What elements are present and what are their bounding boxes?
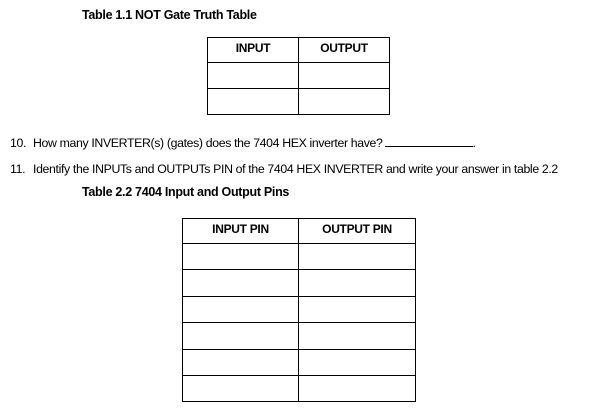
table-cell-input-pin[interactable] xyxy=(183,296,299,322)
table-cell-output-pin[interactable] xyxy=(299,375,416,401)
table-row xyxy=(208,89,390,115)
table-cell-output-pin[interactable] xyxy=(299,244,416,270)
table-cell-input[interactable] xyxy=(208,63,299,89)
question-text: Identify the INPUTs and OUTPUTs PIN of the 7404 HEX INVERTER and write your answer in table 2.2 xyxy=(33,162,558,176)
table-2-caption: Table 2.2 7404 Input and Output Pins xyxy=(82,185,290,199)
table-row xyxy=(208,63,390,89)
question-end-mark: . xyxy=(472,136,476,150)
header-input: INPUT xyxy=(208,38,299,63)
table-cell-input-pin[interactable] xyxy=(183,270,299,296)
question-10 xyxy=(10,136,476,150)
table-cell-input-pin[interactable] xyxy=(183,349,299,375)
table-cell-input-pin[interactable] xyxy=(183,323,299,349)
input-output-pins-table xyxy=(182,218,416,402)
header-output: OUTPUT xyxy=(299,38,390,63)
table-cell-output-pin[interactable] xyxy=(299,270,416,296)
table-cell-input-pin[interactable] xyxy=(183,375,299,401)
table-cell-input[interactable] xyxy=(208,89,299,115)
table-cell-output-pin[interactable] xyxy=(299,349,416,375)
table-row xyxy=(183,323,416,349)
question-text: How many INVERTER(s) (gates) does the 7404 HEX inverter have? xyxy=(33,136,383,150)
question-number: 10. xyxy=(10,136,27,150)
question-number: 11. xyxy=(10,162,26,176)
table-cell-output[interactable] xyxy=(299,89,390,115)
table-cell-output[interactable] xyxy=(299,63,390,89)
answer-blank[interactable] xyxy=(385,137,473,147)
table-row xyxy=(183,375,416,401)
table-header-row xyxy=(183,219,416,244)
table-cell-output-pin[interactable] xyxy=(299,323,416,349)
table-row xyxy=(183,349,416,375)
header-input-pin: INPUT PIN xyxy=(183,219,299,244)
table-cell-input-pin[interactable] xyxy=(183,244,299,270)
table-header-row xyxy=(208,38,390,63)
question-11 xyxy=(10,162,558,176)
table-row xyxy=(183,270,416,296)
not-gate-truth-table xyxy=(207,37,390,115)
header-output-pin: OUTPUT PIN xyxy=(299,219,416,244)
table-row xyxy=(183,244,416,270)
table-cell-output-pin[interactable] xyxy=(299,296,416,322)
table-row xyxy=(183,296,416,322)
table-1-caption: Table 1.1 NOT Gate Truth Table xyxy=(82,8,257,22)
